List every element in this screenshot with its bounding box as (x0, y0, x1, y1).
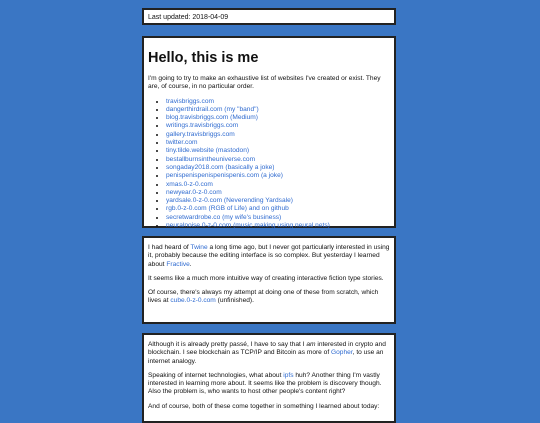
twine-link[interactable]: Twine (190, 244, 208, 251)
site-note: (Medium) (228, 114, 258, 122)
cube-link[interactable]: cube.0-z-0.com (170, 297, 216, 305)
site-link[interactable]: gallery.travisbriggs.com (166, 130, 235, 138)
site-list-item (166, 147, 390, 155)
site-link[interactable]: penispenispenispenispenis.com (166, 172, 260, 180)
site-note: (my "band") (222, 105, 259, 113)
site-link[interactable]: newyear.0-z-0.com (166, 188, 222, 196)
site-list-item (166, 156, 390, 164)
gopher-link[interactable]: Gopher (331, 349, 353, 357)
site-note: (my wife's business) (220, 213, 282, 221)
intro-card (142, 36, 396, 228)
site-list-item (166, 114, 390, 122)
site-link[interactable]: songaday2018.com (166, 163, 224, 171)
site-link[interactable]: yardsale.0-z-0.com (166, 197, 223, 205)
site-note: (mastodon) (213, 147, 250, 155)
crypto-card (142, 333, 396, 423)
site-list-item (166, 122, 390, 130)
site-note: (a joke) (259, 172, 283, 180)
site-list-item (166, 106, 390, 114)
site-link[interactable]: xmas.0-z-0.com (166, 180, 213, 188)
site-link[interactable]: rgb.0-z-0.com (166, 205, 207, 213)
site-list-item (166, 98, 390, 106)
site-link[interactable]: travisbriggs.com (166, 97, 215, 105)
site-list-item (166, 181, 390, 189)
site-note: (music making using neural nets) (231, 222, 330, 230)
site-link[interactable]: dangerthirdrail.com (166, 105, 223, 113)
last-updated-card (142, 8, 396, 25)
page-title: Hello, this is me (148, 50, 259, 66)
site-note: (basically a joke) (223, 163, 275, 171)
site-list-item (166, 131, 390, 139)
site-list-item (166, 139, 390, 147)
site-list-item (166, 222, 390, 230)
site-link[interactable]: twitter.com (166, 139, 198, 147)
crypto-paragraph-1: Although it is already pretty passé, I have to say that I am interested in crypto and blockchain. I see blockchain as TCP/IP and Bitcoin as more of Gopher, to use an internet analogy. (148, 341, 386, 365)
fractive-link[interactable]: Fractive (166, 260, 190, 268)
site-note: (RGB of Life) and on (206, 205, 271, 213)
site-list-item (166, 172, 390, 180)
site-list-item (166, 214, 390, 222)
twine-card (142, 236, 396, 324)
site-link[interactable]: writings.travisbriggs.com (166, 122, 239, 130)
site-link[interactable]: blog.travisbriggs.com (166, 114, 229, 122)
site-link[interactable]: tiny.tilde.website (166, 147, 214, 155)
site-list (148, 98, 390, 231)
site-link[interactable]: secretwardrobe.co (166, 213, 221, 221)
site-link[interactable]: neuralnoise.0-z-0.com (166, 222, 232, 230)
crypto-paragraph-2: Speaking of internet technologies, what about ipfs huh? Another thing I'm vastly interested in learning more about. It seems like the problem is discovery though. Also the problem is, who wants to host other people's content right? (148, 371, 382, 396)
ipfs-link[interactable]: ipfs (283, 371, 294, 379)
site-list-item (166, 197, 390, 205)
site-list-item (166, 164, 390, 172)
crypto-paragraph-3: And of course, both of these come together in something I learned about today: (148, 402, 380, 410)
site-link[interactable]: bestallburnsintheuniverse.com (166, 155, 256, 163)
site-list-item (166, 189, 390, 197)
twine-paragraph-2: It seems like a much more intuitive way of creating interactive fiction type stories. (148, 274, 384, 282)
site-secondary-link[interactable]: github (270, 205, 289, 213)
intro-text: I'm going to try to make an exhaustive list of websites I've created or exist. They are, of course, in no particular order. (148, 75, 381, 91)
last-updated-text: Last updated: 2018-04-09 (148, 14, 229, 21)
site-note: (Neverending Yardsale) (222, 197, 293, 205)
site-list-item (166, 205, 390, 213)
twine-paragraph-3: Of course, there's always my attempt at doing one of these from scratch, which lives at cube.0-z-0.com (unfinished). (148, 289, 379, 305)
twine-paragraph-1: I had heard of Twine a long time ago, but I never got particularly interested in using it, probably because the editing interface is so complex. But yesterday I learned about Fractive. (148, 244, 390, 268)
